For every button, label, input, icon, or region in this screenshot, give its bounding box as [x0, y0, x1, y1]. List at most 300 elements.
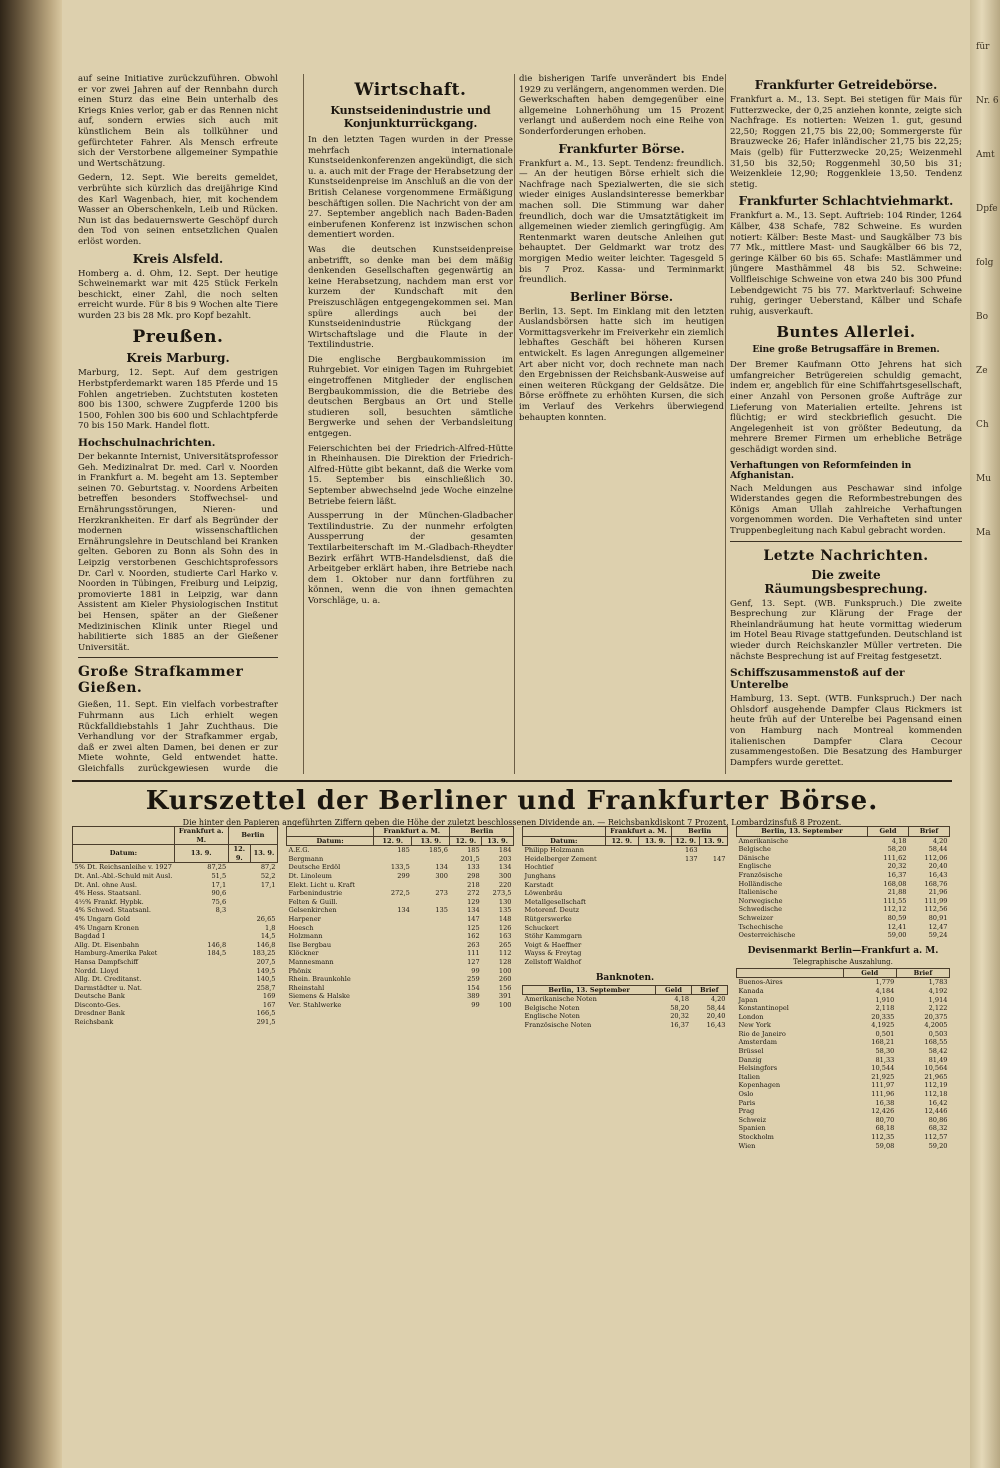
- article-frankfurter-boerse: Frankfurt a. M., 13. Sept. Tendenz: freundlich. — An der heutigen Börse erhielt sich die Nachfrage nach Spezialwerten, die sie sich wieder einiges Auslandsinteresse bemerkbar machen soll. Die Stimmung war daher freundlich, doch war die Umsatztätigkeit im allgemeinen wieder ziemlich geringfügig. Am Rentenmarkt waren deutsche Anleihen gut behauptet. Der Geldmarkt war trotz des morgigen Medio weiter leichter. Tagesgeld 5 bis 7 Proz. Kassa- und Terminmarkt freundlich.: [519, 158, 724, 286]
- table-row: [737, 862, 950, 871]
- quote-value: [228, 975, 250, 984]
- quote-value: 185: [397, 846, 410, 855]
- security-name: Rheinstahl: [288, 983, 325, 992]
- column-rule: [303, 74, 304, 774]
- quote-value: 167: [262, 1000, 276, 1009]
- devisen-title: Devisenmarkt Berlin—Frankfurt a. M.: [747, 945, 939, 956]
- quote-value: [638, 846, 671, 855]
- quote-value: 112,12: [883, 905, 907, 914]
- quote-value: [638, 949, 671, 958]
- security-name: Dt. Linoleum: [288, 871, 332, 880]
- table-header: Geld: [867, 827, 908, 837]
- table-header: 12. 9.: [374, 836, 412, 846]
- table-row: [523, 949, 728, 958]
- quote-value: [228, 898, 250, 907]
- security-name: Phönix: [288, 966, 312, 975]
- table-header: Datum:: [523, 836, 606, 846]
- table-row: [73, 863, 278, 872]
- quote-value: 112,35: [871, 1133, 895, 1141]
- table-row: [73, 958, 278, 967]
- quote-value: 16,43: [706, 1020, 726, 1029]
- table-body: [287, 846, 514, 1010]
- quote-value: 99: [471, 966, 480, 975]
- security-name: Belgische Noten: [524, 1003, 580, 1012]
- table-header: 13. 9.: [482, 836, 514, 846]
- table-row: [287, 958, 514, 967]
- security-name: Dresdner Bank: [74, 1009, 125, 1018]
- security-name: Wayss & Freytag: [524, 949, 582, 958]
- quote-value: [672, 915, 700, 924]
- column-4: [730, 74, 962, 774]
- security-name: Holzmann: [288, 932, 323, 941]
- quote-value: [672, 949, 700, 958]
- quote-value: 126: [498, 923, 512, 932]
- quote-value: [638, 898, 671, 907]
- quote-value: 391: [498, 992, 512, 1001]
- table-header: [287, 827, 374, 837]
- quote-value: 21,965: [924, 1072, 948, 1081]
- table-aktien-1: [286, 826, 514, 1009]
- table-row: [737, 996, 950, 1005]
- quote-value: 133,5: [390, 863, 410, 872]
- quote-value: 99: [471, 1000, 480, 1009]
- table-row: [287, 984, 514, 993]
- quote-value: 291,5: [256, 1018, 276, 1027]
- table-row: [287, 889, 514, 898]
- quote-value: [228, 932, 250, 941]
- quote-value: [700, 846, 728, 855]
- table-row: [73, 881, 278, 890]
- quote-value: 148: [498, 914, 512, 923]
- quote-value: [228, 863, 250, 872]
- quote-value: 149,5: [256, 966, 276, 975]
- quote-value: 218: [467, 880, 480, 889]
- security-name: Oslo: [738, 1090, 754, 1099]
- quote-value: 156: [498, 983, 512, 992]
- security-name: Kanada: [738, 986, 764, 995]
- table-row: [737, 1047, 950, 1056]
- adjacent-page-edge: [970, 0, 1000, 1468]
- quote-value: [374, 1001, 412, 1010]
- table-header: 13. 9.: [700, 836, 728, 846]
- table-row: [523, 1012, 728, 1021]
- quote-value: 20,335: [871, 1012, 895, 1021]
- security-name: Deutsche Erdöl: [288, 863, 341, 872]
- table-body: [523, 846, 728, 967]
- quote-value: 112: [498, 949, 512, 958]
- table-row: [73, 949, 278, 958]
- table-header: Geld: [656, 985, 691, 995]
- table-row: [287, 846, 514, 855]
- security-name: Tschechische: [738, 922, 783, 931]
- column-rule: [514, 74, 515, 774]
- quote-value: 134: [435, 863, 448, 872]
- quote-value: [605, 846, 638, 855]
- quote-value: 111,96: [871, 1090, 895, 1099]
- table-row: [737, 923, 950, 932]
- quote-value: [700, 881, 728, 890]
- quote-value: 87,25: [207, 863, 227, 872]
- security-name: Hansa Dampfschiff: [74, 957, 139, 966]
- newspaper-page: [62, 0, 970, 1468]
- quote-value: [638, 958, 671, 967]
- heading-buntes-allerlei: Buntes Allerlei.: [776, 323, 916, 342]
- table-row: [523, 846, 728, 855]
- quote-value: [228, 906, 250, 915]
- quote-value: 17,1: [260, 880, 276, 889]
- quote-value: [228, 881, 250, 890]
- security-name: Nordd. Lloyd: [74, 966, 119, 975]
- quote-value: 20,40: [928, 862, 948, 871]
- quote-value: [638, 863, 671, 872]
- security-name: Französische Noten: [524, 1020, 592, 1029]
- quote-value: [638, 855, 671, 864]
- quote-value: [412, 949, 450, 958]
- quote-value: 298: [467, 871, 480, 880]
- quote-value: 8,3: [215, 906, 227, 915]
- table-row: [73, 1009, 278, 1018]
- table-row: [737, 871, 950, 880]
- table-row: [737, 1004, 950, 1013]
- security-name: Philipp Holzmann: [524, 846, 585, 855]
- security-name: A.E.G.: [288, 846, 310, 855]
- table-row: [737, 1030, 950, 1039]
- security-name: Löwenbräu: [524, 889, 563, 898]
- article-betrug: Der Bremer Kaufmann Otto Jehrens hat sich umfangreicher Betrügereien schuldig gemacht, indem er, angeblich für eine Schiffahrtsgesellschaft, einer Anzahl von Personen große Aufträge zur Lieferung von Materialien erteilte. Jehrens ist flüchtig; er wird steckbrieflich gesucht. Die Angelegenheit ist von größter Bedeutung, da mehrere Bremer Firmen um erhebliche Beträge geschädigt worden sind.: [730, 360, 962, 456]
- quote-value: [412, 932, 450, 941]
- security-name: Hoesch: [288, 923, 314, 932]
- quote-value: [374, 881, 412, 890]
- quote-value: 111,62: [883, 853, 907, 862]
- security-name: Voigt & Haeffner: [524, 940, 582, 949]
- table-header: 12. 9.: [450, 836, 482, 846]
- heading-kreis-marburg: Kreis Marburg.: [126, 351, 230, 366]
- table-row: [737, 1090, 950, 1099]
- table-row: [287, 975, 514, 984]
- security-name: 4% Hess. Staatsanl.: [74, 889, 142, 898]
- quote-value: [374, 949, 412, 958]
- table-header: [737, 968, 844, 978]
- security-name: Danzig: [738, 1055, 762, 1064]
- quote-value: [374, 941, 412, 950]
- quote-value: [700, 941, 728, 950]
- quote-value: [605, 855, 638, 864]
- security-name: Schwedische: [738, 905, 783, 914]
- quote-value: [250, 898, 277, 907]
- security-name: Englische Noten: [524, 1012, 580, 1021]
- table-header: 12. 9.: [228, 845, 250, 863]
- table-header: Brief: [691, 985, 727, 995]
- quote-value: 21,88: [887, 888, 907, 897]
- quote-value: [672, 898, 700, 907]
- table-row: [73, 889, 278, 898]
- security-name: Junghans: [524, 871, 556, 880]
- table-row: [73, 941, 278, 950]
- quote-value: [700, 958, 728, 967]
- divider: [72, 780, 952, 782]
- edge-fragment: für: [976, 42, 990, 52]
- quote-value: 81,49: [928, 1055, 948, 1064]
- subheading-kunstseide: Kunstseidenindustrie und Konjunkturrückgang.: [330, 104, 491, 130]
- table-row: [287, 881, 514, 890]
- quote-value: 112,18: [924, 1090, 948, 1099]
- quote-value: 112,57: [924, 1133, 948, 1141]
- quote-value: 4,20: [932, 836, 948, 845]
- table-row: [737, 1142, 950, 1151]
- heading-raeumung: Die zweite Räumungsbesprechung.: [764, 567, 928, 596]
- quote-value: 111,99: [924, 896, 948, 905]
- kurszettel-subtitle: Die hinter den Papieren angeführten Ziffern geben die Höhe der zuletzt beschlossenen Dividende an. — Reichsbankdiskont 7 Prozent, Lombardzinsfuß 8 Prozent.: [182, 818, 842, 827]
- divider: [78, 657, 278, 658]
- quote-value: 258,7: [256, 983, 276, 992]
- quote-value: 52,2: [260, 871, 276, 880]
- article-bergbau: Die englische Bergbaukommission im Ruhrgebiet. Vor einigen Tagen im Ruhrgebiet eingetroffenen Mitglieder der englischen Bergbaukommission, die die Betriebe des deutschen Bergbaus an Ort und Stelle studieren soll, besuchten sämtliche Bergwerke und sehen der Verbandsleitung entgegen.: [308, 354, 513, 440]
- edge-fragment: Ch: [976, 420, 989, 430]
- quote-value: 183,25: [252, 949, 276, 958]
- column-3: [519, 74, 724, 774]
- quote-value: 1,8: [265, 923, 276, 932]
- security-name: Buenos-Aires: [738, 978, 783, 987]
- quote-value: 260: [498, 975, 512, 984]
- quote-value: 59,24: [928, 931, 948, 940]
- security-name: Spanien: [738, 1124, 766, 1133]
- quote-value: [412, 915, 450, 924]
- quote-value: 1,783: [928, 978, 948, 987]
- quote-value: 0,503: [928, 1029, 948, 1038]
- quote-value: 58,44: [706, 1003, 726, 1012]
- table-row: [523, 958, 728, 967]
- quote-value: 58,20: [670, 1003, 690, 1012]
- table-header: [73, 827, 175, 845]
- quote-value: 1,914: [928, 995, 948, 1004]
- quote-value: [605, 949, 638, 958]
- quote-value: [374, 958, 412, 967]
- quote-value: 68,18: [875, 1124, 895, 1133]
- security-name: Rio de Janeiro: [738, 1029, 786, 1038]
- security-name: Allg. Dt. Creditanst.: [74, 975, 142, 984]
- quote-value: 146,8: [207, 940, 227, 949]
- quote-value: 20,32: [670, 1012, 690, 1021]
- table-row: [523, 906, 728, 915]
- table-header: 12. 9.: [605, 836, 638, 846]
- security-name: Harpener: [288, 914, 321, 923]
- quote-value: [412, 898, 450, 907]
- quote-value: [412, 924, 450, 933]
- security-name: Zellstoff Waldhof: [524, 957, 582, 966]
- security-name: Helsingfors: [738, 1064, 778, 1073]
- quote-value: [228, 958, 250, 967]
- quote-value: 26,65: [256, 914, 276, 923]
- quote-value: [638, 932, 671, 941]
- quote-value: 4,2005: [924, 1021, 948, 1030]
- table-header: Frankfurt a. M.: [374, 827, 450, 837]
- heading-afghanistan: Verhaftungen von Reformfeinden in Afghanistan.: [730, 460, 912, 481]
- quote-value: 300: [435, 871, 448, 880]
- security-name: Amsterdam: [738, 1038, 778, 1047]
- quote-value: 163: [498, 932, 512, 941]
- quote-value: [605, 958, 638, 967]
- heading-hochschulnachrichten: Hochschulnachrichten.: [78, 437, 216, 450]
- table-header: [523, 827, 606, 837]
- quote-value: [412, 855, 450, 864]
- quote-value: 259: [467, 975, 480, 984]
- quote-value: 130: [498, 897, 512, 906]
- quote-value: 16,37: [670, 1020, 690, 1029]
- quote-value: [638, 889, 671, 898]
- security-name: Disconto-Ges.: [74, 1000, 121, 1009]
- table-row: [523, 995, 728, 1004]
- book-binding: [0, 0, 62, 1468]
- quote-value: 127: [467, 957, 480, 966]
- table-row: [737, 880, 950, 889]
- quote-value: 168,21: [871, 1038, 895, 1047]
- table-row: [73, 992, 278, 1001]
- table-row: [737, 836, 950, 845]
- quote-value: 12,47: [928, 922, 948, 931]
- article-strafkammer: Gießen, 11. Sept. Ein vielfach vorbestrafter Fuhrmann aus Lich erhielt wegen Rückfalldiebstahls 1 Jahr Zuchthaus. Die Verhandlung vor der Strafkammer ergab, daß er zwei alten Damen, bei denen er zur Miete wohnte, Geld entwendet hatte. Gleichfalls zurückgewiesen wurde die: [78, 700, 278, 774]
- table-row: [737, 931, 950, 940]
- table-header: 13. 9.: [638, 836, 671, 846]
- article-schlachtvieh: Frankfurt a. M., 13. Sept. Auftrieb: 104 Rinder, 1264 Kälber, 438 Schafe, 782 Schweine. Es wurden notiert: Kälber: Beste Mast- und Saugkälber 73 bis 77 Mk., mittlere Mast- und Saugkälber 66 bis 72, geringe Kälber 60 bis 65. Schafe: Mastlämmer und jüngere Masthämmel 48 bis 52. Schweine: Vollfleischige Schweine von etwa 240 bis 300 Pfund Lebendgewicht 75 bis 77. Marktverlauf: Schweine ruhig, geringer Ueberstand, Kälber und Schafe ruhig, ausverkauft.: [730, 211, 962, 317]
- table-row: [737, 914, 950, 923]
- security-name: Siemens & Halske: [288, 992, 350, 1001]
- security-name: Stöhr Kammgarn: [524, 932, 583, 941]
- table-row: [73, 924, 278, 933]
- quote-value: [174, 975, 228, 984]
- table-row: [737, 1073, 950, 1082]
- edge-fragment: folg: [976, 258, 994, 268]
- table-body: [523, 995, 728, 1030]
- table-row: [287, 855, 514, 864]
- quote-value: [228, 967, 250, 976]
- quote-value: 203: [498, 854, 512, 863]
- quote-value: [412, 992, 450, 1001]
- quote-value: [700, 872, 728, 881]
- quote-value: [672, 958, 700, 967]
- security-name: Französische: [738, 870, 783, 879]
- quote-value: [174, 915, 228, 924]
- quote-value: 4,1925: [871, 1021, 895, 1030]
- quote-value: 134: [467, 906, 480, 915]
- quote-value: [672, 906, 700, 915]
- quote-value: 184: [498, 846, 512, 855]
- security-name: 4% Schwed. Staatsanl.: [74, 906, 151, 915]
- quote-value: 185,6: [429, 846, 448, 855]
- quote-value: 75,6: [211, 897, 227, 906]
- table-row: [523, 915, 728, 924]
- quote-value: 201,5: [460, 854, 480, 863]
- table-row: [737, 1081, 950, 1090]
- quote-value: 0,501: [875, 1029, 895, 1038]
- table-header: Geld: [843, 968, 896, 978]
- security-name: Gelsenkirchen: [288, 906, 337, 915]
- security-name: Allg. Dt. Eisenbahn: [74, 940, 140, 949]
- quote-value: 140,5: [256, 975, 276, 984]
- banknoten-title: Banknoten.: [595, 972, 655, 983]
- table-row: [523, 932, 728, 941]
- quote-value: [605, 915, 638, 924]
- quote-value: 58,30: [875, 1047, 895, 1056]
- table-row: [523, 924, 728, 933]
- quote-value: [228, 1018, 250, 1027]
- quote-value: 134: [498, 863, 512, 872]
- quote-value: 135: [435, 906, 448, 915]
- security-name: New York: [738, 1021, 771, 1030]
- edge-fragment: Bo: [976, 312, 989, 322]
- security-name: Stockholm: [738, 1133, 774, 1141]
- security-name: Bagdad I: [74, 932, 105, 941]
- table-row: [737, 845, 950, 854]
- table-row: [737, 987, 950, 996]
- security-name: Wien: [738, 1141, 756, 1150]
- article-tarife: die bisherigen Tarife unverändert bis Ende 1929 zu verlängern, angenommen werden. Die Gewerkschaften haben demgegenüber eine allgemeine Lohnerhöhung um 15 Prozent verlangt und außerdem noch eine Reihe von Sonderforderungen erhoben.: [519, 74, 724, 137]
- quote-value: 12,41: [887, 922, 907, 931]
- quote-value: 59,00: [887, 931, 907, 940]
- quote-value: [638, 924, 671, 933]
- table-header: Berlin: [228, 827, 277, 845]
- quote-value: [605, 932, 638, 941]
- quote-value: [672, 872, 700, 881]
- quote-value: [228, 915, 250, 924]
- quote-value: 4,20: [710, 995, 726, 1004]
- table-row: [73, 898, 278, 907]
- subheading-betrug: Eine große Betrugsaffäre in Bremen.: [752, 345, 940, 356]
- devisen-subtitle: Telegraphische Auszahlung.: [793, 957, 893, 966]
- heading-schlachtviehmarkt: Frankfurter Schlachtviehmarkt.: [738, 194, 954, 209]
- quote-value: 184,5: [207, 949, 227, 958]
- table-row: [73, 906, 278, 915]
- table-row: [287, 992, 514, 1001]
- security-name: Brüssel: [738, 1047, 764, 1056]
- security-name: Bergmann: [288, 854, 324, 863]
- quote-value: 263: [467, 940, 480, 949]
- table-row: [73, 967, 278, 976]
- security-name: Elekt. Licht u. Kraft: [288, 880, 355, 889]
- quote-value: 68,32: [928, 1124, 948, 1133]
- quote-value: [672, 941, 700, 950]
- quote-value: 273,5: [492, 889, 512, 898]
- quote-value: [374, 992, 412, 1001]
- table-row: [287, 906, 514, 915]
- quote-value: 111: [467, 949, 480, 958]
- quote-value: [700, 924, 728, 933]
- quote-value: 265: [498, 940, 512, 949]
- quote-value: [374, 967, 412, 976]
- edge-fragment: Ma: [976, 528, 991, 538]
- table-body: [73, 863, 278, 1027]
- article-kunstseide-2: Was die deutschen Kunstseidenpreise anbetrifft, so denke man bei dem mäßig denkenden Gesellschaften gegenwärtig an keine Herabsetzung, nachdem man erst vor kurzem der Kundschaft mit den Preiszuschlägen entgegengekommen sei. Man spüre allerdings auch bei der Kunstseidenindustrie Rückgang der Wirtschaftslage und die Flaute in der Textilindustrie.: [308, 244, 513, 351]
- table-row: [737, 978, 950, 987]
- article-berliner-boerse: Berlin, 13. Sept. Im Einklang mit den letzten Auslandsbörsen hatte sich im heutigen Vormittagsverkehr im Freiverkehr ein ziemlich lebhaftes Geschäft bei höheren Kursen entwickelt. Es lagen Anregungen allgemeiner Art aber nicht vor, doch rechnete man nach den Ergebnissen der Reichsbank-Ausweise auf einen weiteren Rückgang der Geldsätze. Die Börse eröffnete zu erhöhten Kursen, die sich im Verlauf des Verkehrs überwiegend behaupten konnten.: [519, 306, 724, 423]
- quote-value: 2,122: [928, 1004, 948, 1013]
- quote-value: [412, 941, 450, 950]
- quote-value: [412, 975, 450, 984]
- quote-value: 147: [712, 854, 726, 863]
- quote-value: 16,37: [887, 870, 907, 879]
- table-row: [287, 915, 514, 924]
- heading-schiffszusammenstoss: Schiffszusammenstoß auf der Unterelbe: [730, 667, 905, 692]
- quote-value: 12,446: [924, 1107, 948, 1116]
- heading-frankfurter-boerse: Frankfurter Börse.: [558, 141, 685, 156]
- security-name: Konstantinopel: [738, 1004, 789, 1013]
- column-rule: [725, 74, 726, 774]
- table-header: Frankfurt a. M.: [605, 827, 672, 837]
- quote-value: 272: [467, 889, 480, 898]
- security-name: Schweizer: [738, 913, 774, 922]
- article-kunstseide-1: In den letzten Tagen wurden in der Presse mehrfach internationale Kunstseidenkonferenzen angekündigt, die sich u. a. auch mit der Frage der Herabsetzung der Kunstseidenpreise im Anschluß an die von der British Celanese vorgenommene Ermäßigung beschäftigen sollen. Die Nachricht von der am 27. September angeblich nach Baden-Baden einberufenen Konferenz ist inzwischen schon dementiert worden.: [308, 135, 513, 241]
- quote-value: 10,564: [924, 1064, 948, 1073]
- table-body: [737, 836, 950, 940]
